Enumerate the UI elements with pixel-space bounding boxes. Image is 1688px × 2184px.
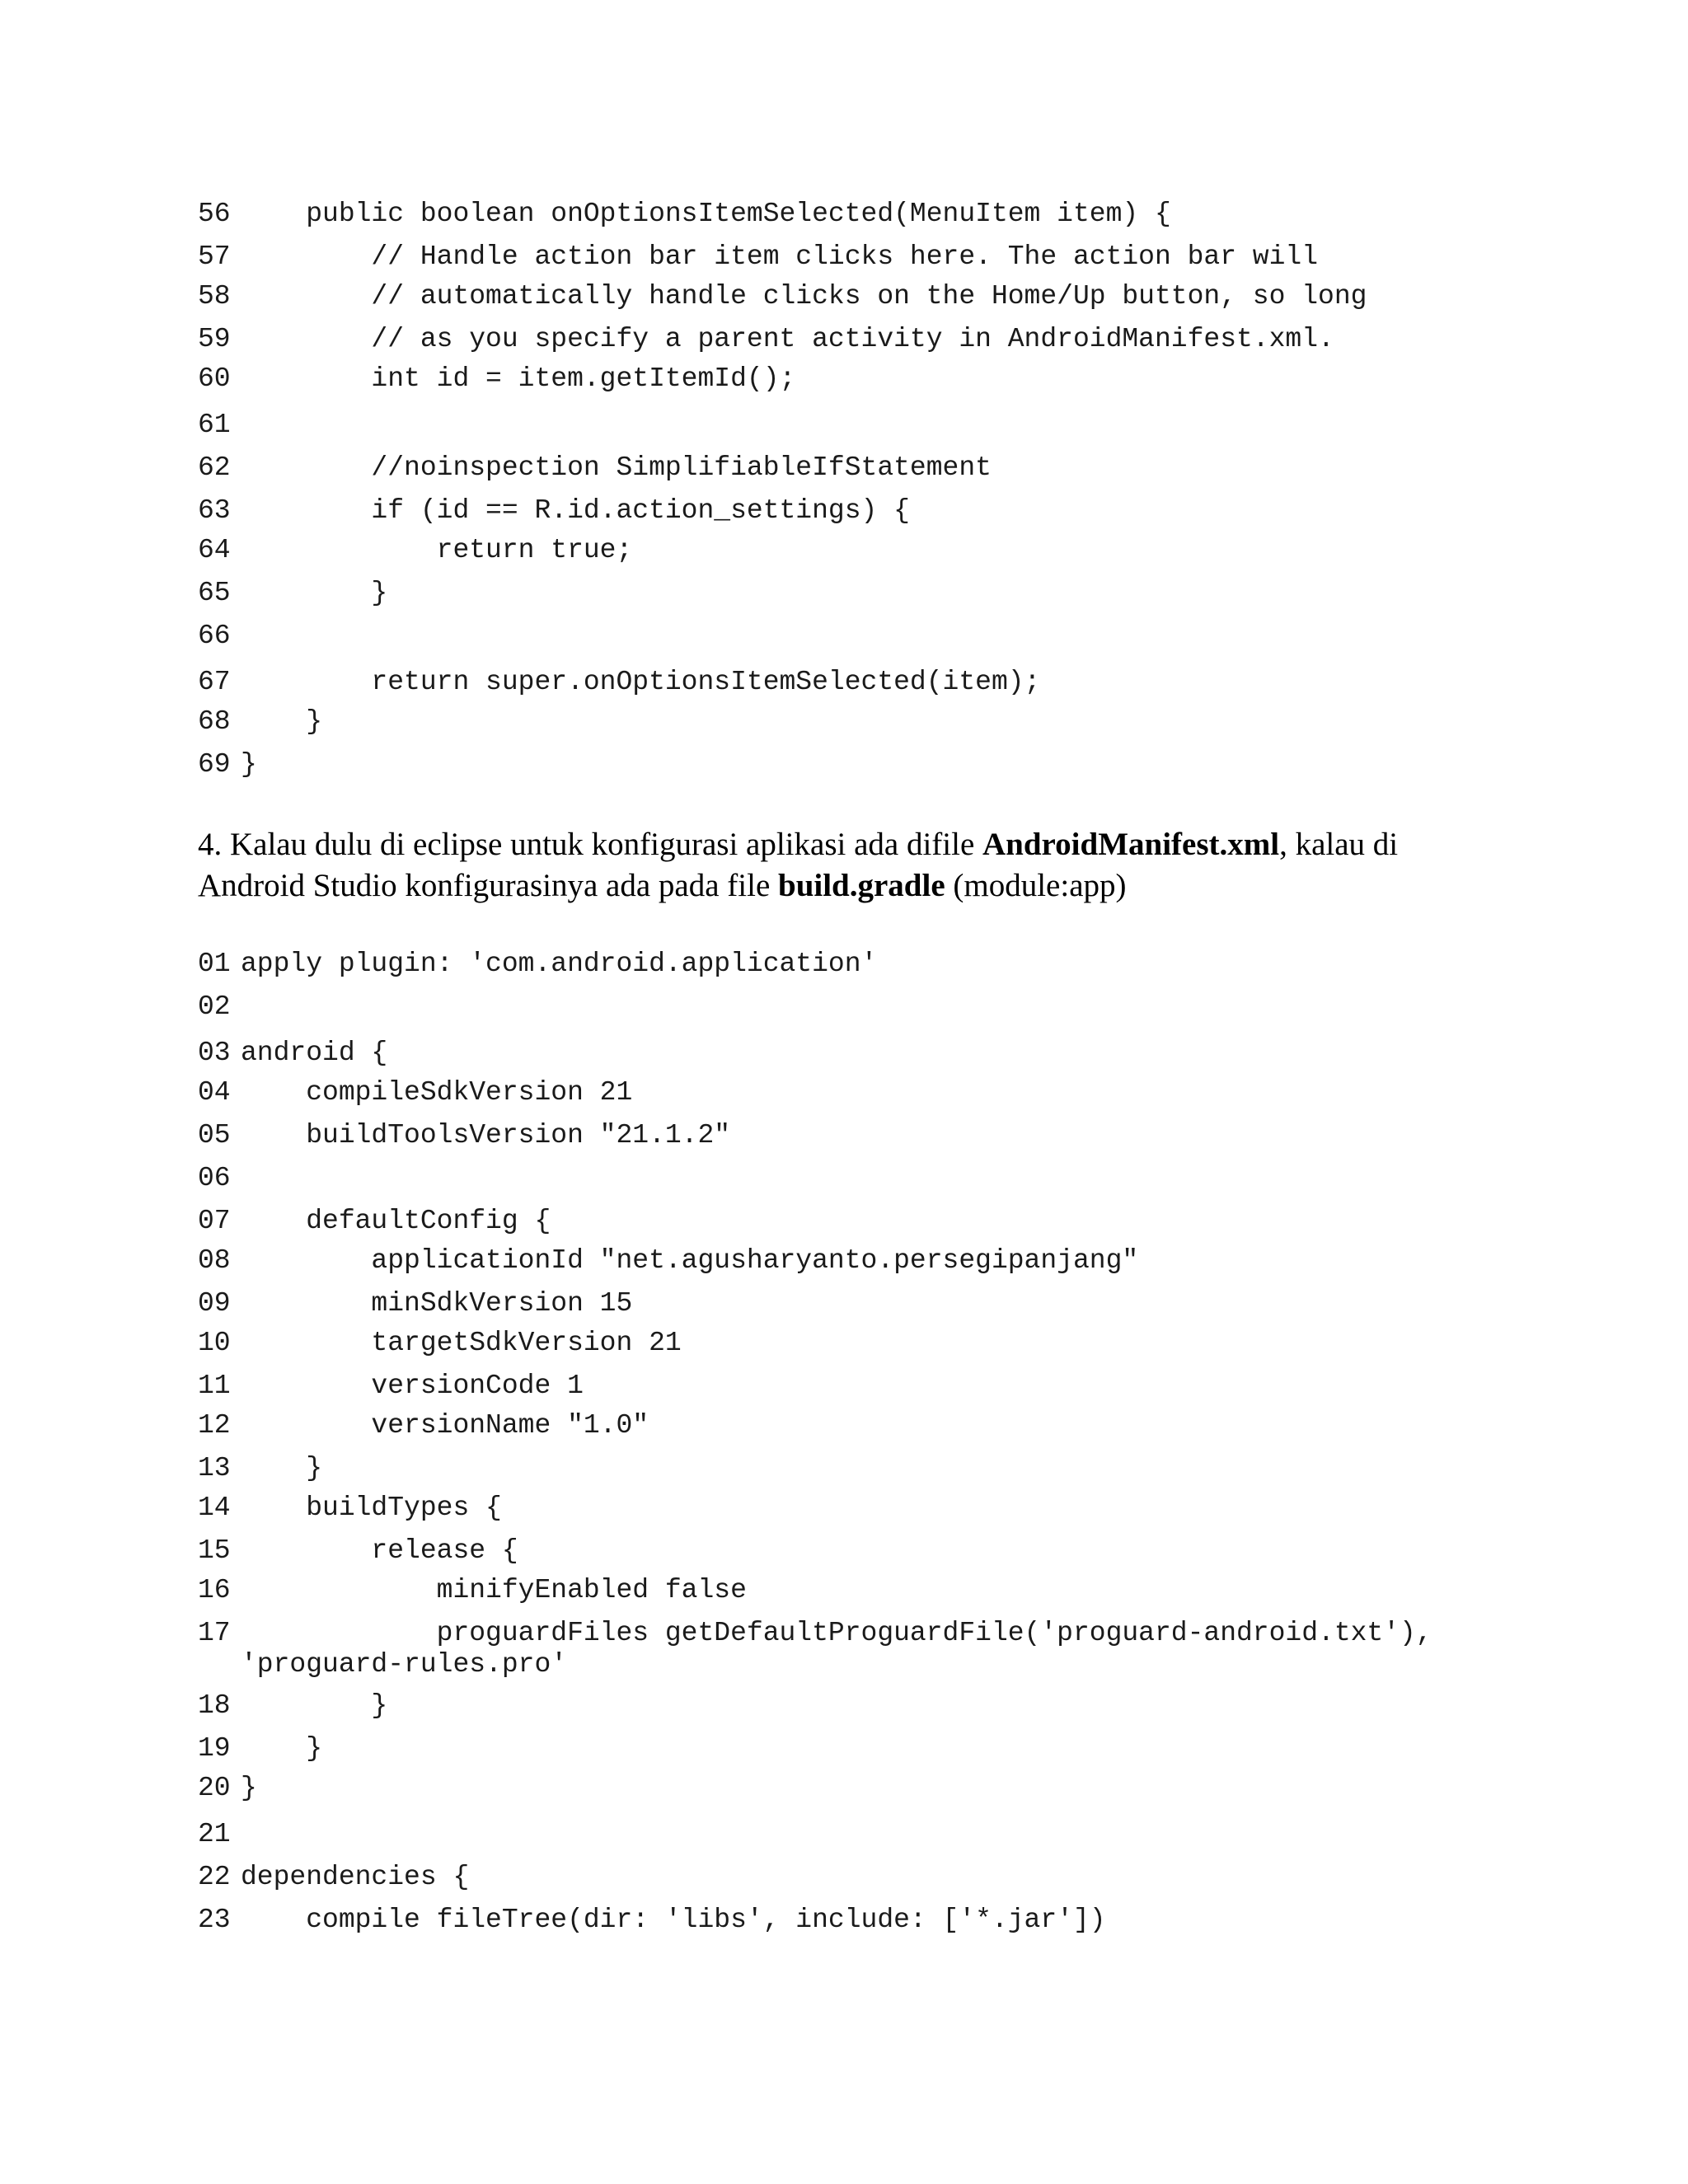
code-line: [198, 1327, 682, 1360]
line-number: 63: [198, 495, 231, 526]
code-text: apply plugin: 'com.android.application': [241, 949, 878, 979]
code-text: }: [241, 578, 388, 608]
code-line: [198, 1162, 241, 1195]
line-number: 16: [198, 1575, 231, 1605]
code-line: [198, 1535, 518, 1568]
code-text: buildTypes {: [241, 1493, 502, 1523]
line-number: 59: [198, 324, 231, 354]
code-text: proguardFiles getDefaultProguardFile('proguard-android.txt'),: [241, 1618, 1432, 1648]
line-number: 10: [198, 1328, 231, 1358]
code-text: release {: [241, 1535, 518, 1566]
code-line: [198, 620, 241, 653]
code-line: [198, 948, 877, 981]
code-line: [198, 705, 322, 738]
code-line: [198, 1818, 241, 1851]
line-number: 15: [198, 1535, 231, 1566]
line-number: 57: [198, 241, 231, 272]
line-number: 07: [198, 1206, 231, 1236]
code-text: compileSdkVersion 21: [241, 1077, 633, 1108]
line-number: 19: [198, 1733, 231, 1764]
line-number: 08: [198, 1245, 231, 1276]
line-number: 21: [198, 1819, 231, 1849]
line-number: 13: [198, 1453, 231, 1483]
code-text: if (id == R.id.action_settings) {: [241, 495, 910, 526]
line-number: 58: [198, 281, 231, 312]
line-number: 62: [198, 452, 231, 483]
code-text: }: [241, 1453, 323, 1483]
line-number: 61: [198, 410, 231, 440]
paragraph-text-3: (module:app): [945, 868, 1127, 903]
code-line-continuation: 'proguard-rules.pro': [241, 1649, 568, 1680]
line-number: 65: [198, 578, 231, 608]
code-text: return super.onOptionsItemSelected(item);: [241, 667, 1041, 697]
code-text: minifyEnabled false: [241, 1575, 747, 1605]
line-number: 56: [198, 199, 231, 229]
line-number: 64: [198, 535, 231, 565]
code-line: [198, 241, 1318, 274]
line-number: 20: [198, 1773, 231, 1803]
code-text: }: [241, 706, 323, 737]
code-line: [198, 1409, 649, 1442]
code-line: [198, 534, 632, 567]
code-line: [198, 1690, 387, 1722]
code-text: minSdkVersion 15: [241, 1288, 633, 1319]
line-number: 23: [198, 1905, 231, 1935]
line-number: 01: [198, 949, 231, 979]
code-line: [198, 577, 387, 610]
code-text: applicationId "net.agusharyanto.persegipanjang": [241, 1245, 1139, 1276]
code-line: [198, 1287, 632, 1320]
code-line: [198, 1119, 730, 1152]
code-line: [198, 280, 1367, 313]
code-line: [198, 666, 1040, 699]
code-text: public boolean onOptionsItemSelected(MenuItem item) {: [241, 199, 1171, 229]
line-number: 11: [198, 1371, 231, 1401]
line-number: 06: [198, 1163, 231, 1193]
code-text: android {: [241, 1038, 388, 1068]
code-line: [198, 1732, 322, 1765]
code-line: [198, 1076, 632, 1109]
code-line: [198, 1617, 1432, 1650]
paragraph-bold-manifest: AndroidManifest.xml: [982, 827, 1280, 862]
code-text: defaultConfig {: [241, 1206, 551, 1236]
code-line: [198, 1244, 1138, 1277]
code-text: // Handle action bar item clicks here. The action bar will: [241, 241, 1319, 272]
code-text: compile fileTree(dir: 'libs', include: ['*.jar']): [241, 1905, 1106, 1935]
paragraph-text-2: , kalau di Android Studio konfigurasinya ada pada file: [198, 827, 1399, 903]
line-number: 03: [198, 1038, 231, 1068]
code-line: [198, 1370, 584, 1403]
line-number: 14: [198, 1493, 231, 1523]
code-line: [198, 1574, 747, 1607]
line-number: 60: [198, 363, 231, 394]
code-text: return true;: [241, 535, 633, 565]
line-number: 09: [198, 1288, 231, 1319]
code-text: }: [241, 1733, 323, 1764]
code-text: targetSdkVersion 21: [241, 1328, 682, 1358]
code-text: dependencies {: [241, 1862, 470, 1892]
code-line: [198, 1492, 502, 1525]
code-line: [198, 452, 992, 485]
code-text: }: [241, 749, 257, 780]
line-number: 05: [198, 1120, 231, 1151]
code-line: [198, 323, 1334, 356]
code-text: }: [241, 1773, 257, 1803]
line-number: 67: [198, 667, 231, 697]
code-line: [198, 1861, 469, 1894]
code-text: // as you specify a parent activity in AndroidManifest.xml.: [241, 324, 1334, 354]
code-line: [198, 1904, 1106, 1937]
code-line: [198, 198, 1171, 231]
code-text: }: [241, 1690, 388, 1721]
code-line: [198, 1772, 257, 1805]
line-number: 17: [198, 1618, 231, 1648]
code-line: [198, 409, 241, 442]
line-number: 02: [198, 991, 231, 1022]
line-number: 22: [198, 1862, 231, 1892]
line-number: 66: [198, 621, 231, 651]
code-line: [198, 363, 795, 396]
code-line: [198, 1205, 551, 1238]
code-line: [198, 991, 241, 1024]
code-text: buildToolsVersion "21.1.2": [241, 1120, 731, 1151]
instruction-paragraph: [198, 824, 1484, 907]
code-text: versionCode 1: [241, 1371, 584, 1401]
paragraph-bold-gradle: build.gradle: [778, 868, 945, 903]
line-number: 68: [198, 706, 231, 737]
code-text: int id = item.getItemId();: [241, 363, 796, 394]
code-text: versionName "1.0": [241, 1410, 649, 1441]
paragraph-text-1: 4. Kalau dulu di eclipse untuk konfigurasi aplikasi ada difile: [198, 827, 983, 862]
line-number: 69: [198, 749, 231, 780]
code-line: [198, 1037, 387, 1070]
code-line: [198, 748, 257, 781]
code-line: [198, 494, 910, 527]
code-text: // automatically handle clicks on the Home/Up button, so long: [241, 281, 1367, 312]
line-number: 18: [198, 1690, 231, 1721]
code-line: [198, 1452, 322, 1485]
line-number: 04: [198, 1077, 231, 1108]
line-number: 12: [198, 1410, 231, 1441]
code-text: //noinspection SimplifiableIfStatement: [241, 452, 992, 483]
